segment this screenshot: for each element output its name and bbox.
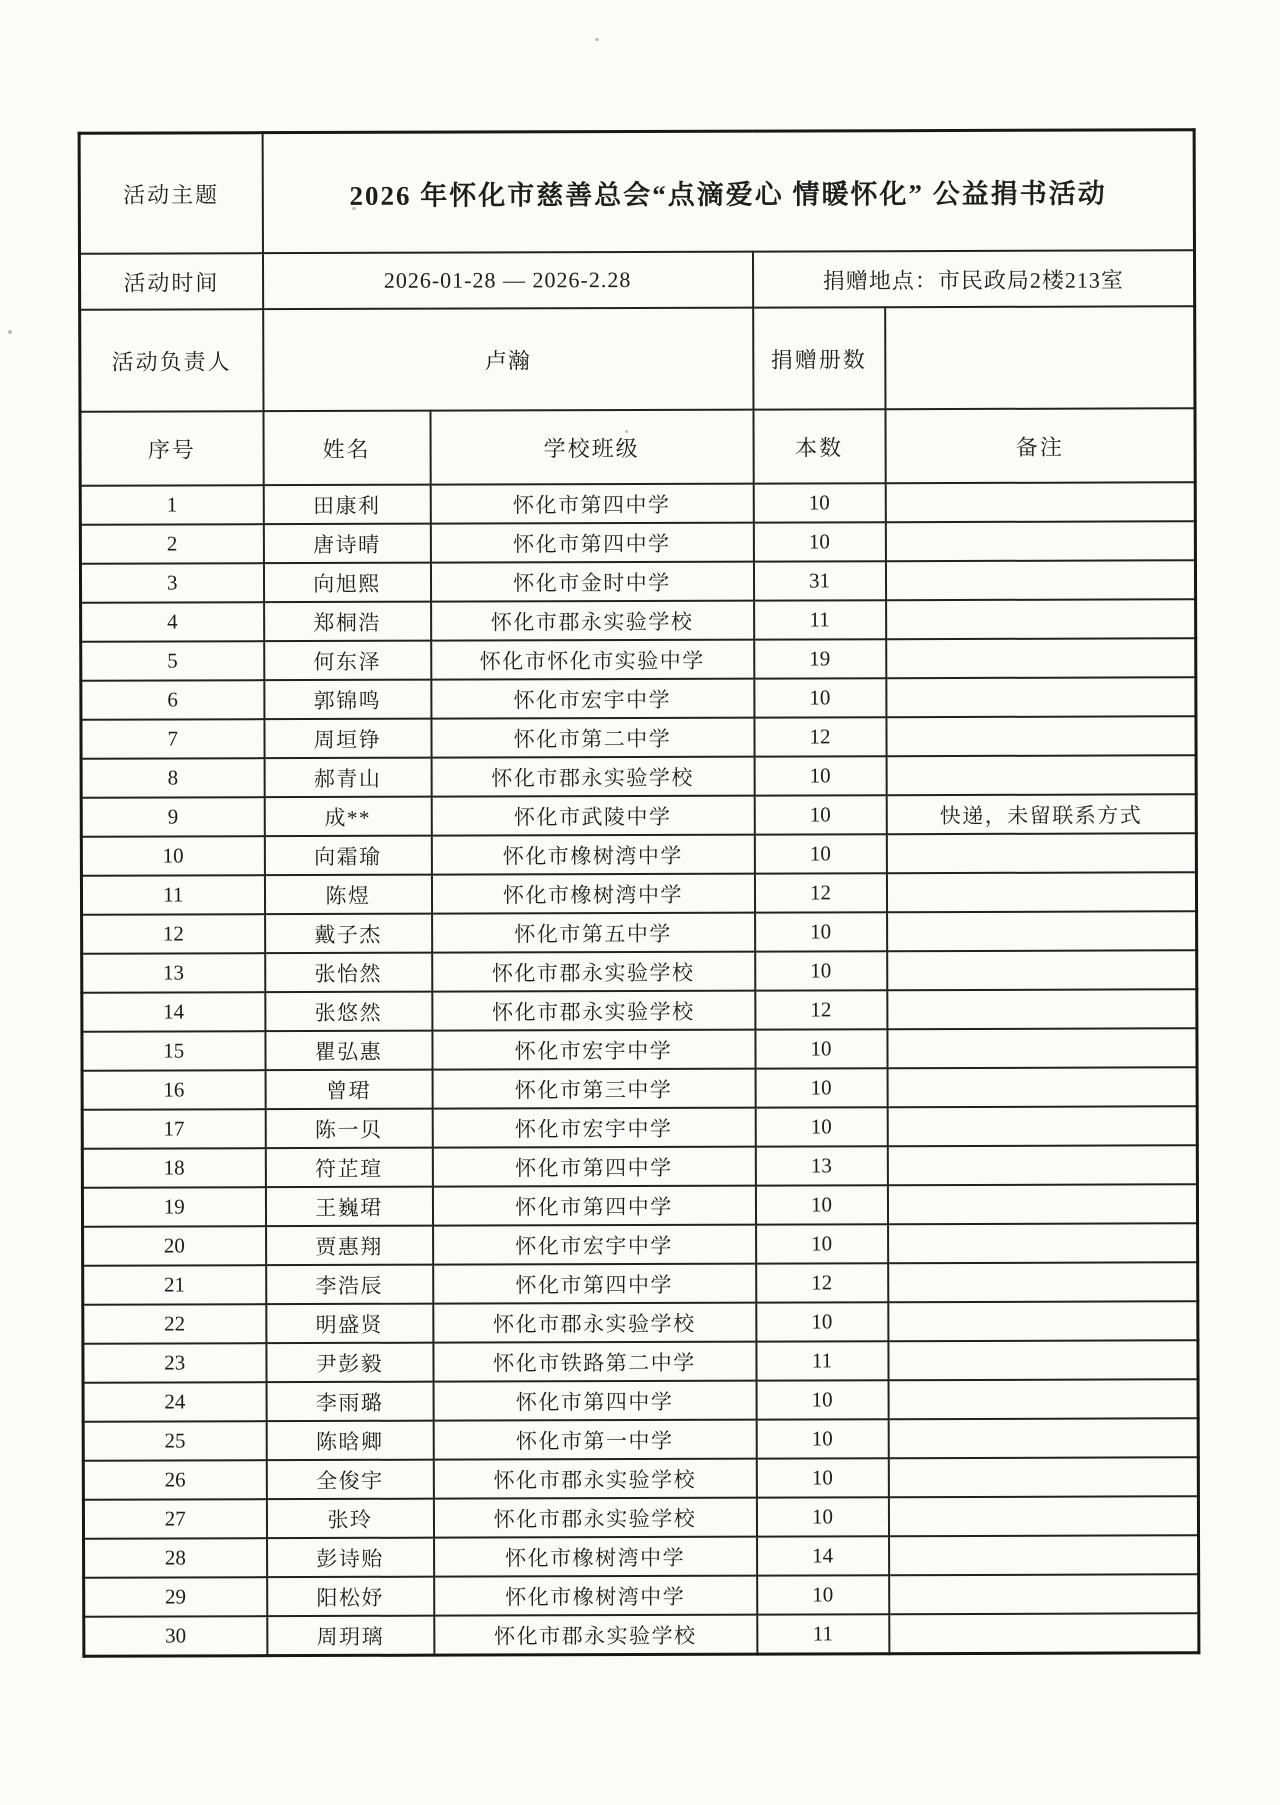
cell-school: 怀化市武陵中学 — [431, 796, 754, 836]
table-row — [84, 1535, 1199, 1578]
cell-name: 彭诗贻 — [267, 1538, 434, 1578]
scan-speck — [595, 38, 599, 41]
cell-school: 怀化市橡树湾中学 — [431, 835, 754, 875]
cell-count: 10 — [756, 1224, 888, 1263]
cell-name: 郑桐浩 — [264, 602, 431, 642]
table-row — [82, 1067, 1197, 1110]
cell-no: 10 — [81, 836, 264, 876]
volumes-label: 捐赠册数 — [753, 307, 885, 409]
cell-no: 13 — [82, 953, 265, 993]
table-row — [82, 1028, 1197, 1071]
cell-school: 怀化市宏宇中学 — [432, 1108, 755, 1148]
cell-no: 18 — [82, 1148, 265, 1188]
cell-remark — [885, 560, 1195, 600]
cell-school: 怀化市第一中学 — [433, 1420, 756, 1460]
table-row — [81, 794, 1196, 837]
header-no: 序号 — [80, 411, 263, 486]
header-school: 学校班级 — [430, 410, 753, 485]
cell-count: 10 — [755, 1068, 887, 1107]
cell-school: 怀化市橡树湾中学 — [431, 874, 754, 914]
table-row — [81, 638, 1196, 681]
cell-count: 31 — [753, 561, 885, 600]
scan-speck — [8, 330, 12, 334]
cell-remark — [887, 1145, 1197, 1185]
table-row — [81, 872, 1196, 915]
leader-row — [80, 306, 1195, 412]
cell-count: 12 — [755, 990, 887, 1029]
cell-name: 曾珺 — [265, 1070, 432, 1110]
cell-school: 怀化市宏宇中学 — [431, 679, 754, 719]
cell-no: 27 — [83, 1499, 266, 1539]
cell-remark — [886, 755, 1196, 795]
cell-school: 怀化市郡永实验学校 — [433, 1303, 756, 1343]
table-row — [82, 1145, 1197, 1188]
table-row — [80, 560, 1195, 603]
time-row — [79, 250, 1194, 310]
cell-school: 怀化市宏宇中学 — [432, 1030, 755, 1070]
cell-no: 20 — [83, 1226, 266, 1266]
cell-count: 10 — [756, 1302, 888, 1341]
cell-name: 李浩辰 — [266, 1265, 433, 1305]
table-row — [83, 1262, 1198, 1305]
header-remark: 备注 — [885, 408, 1195, 483]
cell-no: 16 — [82, 1070, 265, 1110]
cell-remark — [886, 833, 1196, 873]
cell-remark — [888, 1379, 1198, 1419]
cell-count: 10 — [755, 1107, 887, 1146]
cell-no: 21 — [83, 1265, 266, 1305]
table-row — [82, 1184, 1197, 1227]
cell-remark — [886, 716, 1196, 756]
cell-remark — [887, 1106, 1197, 1146]
cell-count: 10 — [755, 1185, 887, 1224]
cell-remark — [885, 521, 1195, 561]
cell-no: 6 — [81, 680, 264, 720]
cell-no: 9 — [81, 797, 264, 837]
cell-name: 陈晗卿 — [266, 1421, 433, 1461]
cell-name: 张悠然 — [265, 992, 432, 1032]
donation-location: 捐赠地点：市民政局2楼213室 — [752, 250, 1194, 307]
cell-name: 全俊宇 — [266, 1460, 433, 1500]
cell-school: 怀化市第四中学 — [433, 1381, 756, 1421]
cell-school: 怀化市第四中学 — [432, 1147, 755, 1187]
cell-name: 向霜瑜 — [264, 836, 431, 876]
header-count: 本数 — [753, 409, 885, 483]
cell-remark — [886, 872, 1196, 912]
cell-no: 25 — [83, 1421, 266, 1461]
cell-no: 1 — [80, 485, 263, 525]
cell-remark — [888, 1262, 1198, 1302]
cell-name: 李雨璐 — [266, 1382, 433, 1422]
cell-count: 12 — [756, 1263, 888, 1302]
cell-school: 怀化市郡永实验学校 — [433, 1498, 756, 1538]
cell-remark — [887, 1184, 1197, 1224]
cell-school: 怀化市第三中学 — [432, 1069, 755, 1109]
time-label: 活动时间 — [79, 253, 262, 310]
cell-no: 17 — [82, 1109, 265, 1149]
cell-count: 10 — [754, 795, 886, 834]
cell-remark — [888, 1418, 1198, 1458]
cell-count: 11 — [756, 1341, 888, 1380]
table-row — [83, 1418, 1198, 1461]
cell-name: 符芷瑄 — [265, 1148, 432, 1188]
cell-school: 怀化市怀化市实验中学 — [431, 640, 754, 680]
cell-count: 10 — [755, 951, 887, 990]
scanned-sheet — [78, 128, 1201, 1658]
cell-school: 怀化市第四中学 — [430, 523, 753, 563]
cell-no: 15 — [82, 1031, 265, 1071]
cell-school: 怀化市郡永实验学校 — [432, 952, 755, 992]
cell-school: 怀化市第四中学 — [432, 1186, 755, 1226]
cell-count: 12 — [754, 717, 886, 756]
cell-remark — [887, 989, 1197, 1029]
table-row — [84, 1574, 1199, 1617]
cell-name: 瞿弘惠 — [265, 1031, 432, 1071]
cell-school: 怀化市第二中学 — [431, 718, 754, 758]
cell-name: 周玥璃 — [267, 1616, 434, 1656]
cell-count: 14 — [757, 1536, 889, 1575]
cell-remark — [887, 911, 1197, 951]
table-row — [81, 677, 1196, 720]
leader-label: 活动负责人 — [80, 309, 263, 412]
cell-name: 郭锦鸣 — [264, 680, 431, 720]
table-row — [83, 1457, 1198, 1500]
cell-school: 怀化市橡树湾中学 — [434, 1537, 757, 1577]
cell-no: 19 — [82, 1187, 265, 1227]
column-header-row — [80, 408, 1195, 486]
cell-no: 14 — [82, 992, 265, 1032]
cell-name: 戴子杰 — [265, 914, 432, 954]
cell-name: 张怡然 — [265, 953, 432, 993]
cell-school: 怀化市郡永实验学校 — [431, 757, 754, 797]
cell-no: 2 — [80, 524, 263, 564]
cell-count: 10 — [756, 1458, 888, 1497]
table-row — [83, 1340, 1198, 1383]
cell-remark — [888, 1496, 1198, 1536]
cell-remark — [886, 638, 1196, 678]
cell-count: 11 — [754, 600, 886, 639]
cell-name: 贾惠翔 — [266, 1226, 433, 1266]
cell-school: 怀化市橡树湾中学 — [434, 1576, 757, 1616]
cell-name: 向旭熙 — [263, 563, 430, 603]
table-row — [82, 950, 1197, 993]
cell-count: 10 — [754, 678, 886, 717]
cell-no: 11 — [81, 875, 264, 915]
cell-name: 郝青山 — [264, 758, 431, 798]
cell-remark — [887, 1067, 1197, 1107]
cell-remark — [886, 599, 1196, 639]
cell-school: 怀化市郡永实验学校 — [434, 1615, 757, 1656]
donation-roster-table — [78, 128, 1201, 1658]
cell-count: 10 — [756, 1380, 888, 1419]
cell-name: 田康利 — [263, 485, 430, 525]
cell-count: 10 — [756, 1497, 888, 1536]
cell-remark — [887, 950, 1197, 990]
cell-school: 怀化市郡永实验学校 — [433, 1459, 756, 1499]
theme-row — [79, 130, 1194, 254]
cell-remark — [889, 1613, 1199, 1653]
table-row — [83, 1301, 1198, 1344]
cell-name: 何东泽 — [264, 641, 431, 681]
cell-name: 成** — [264, 797, 431, 837]
cell-count: 19 — [754, 639, 886, 678]
table-row — [81, 716, 1196, 759]
cell-remark — [888, 1457, 1198, 1497]
cell-remark: 快递，未留联系方式 — [886, 794, 1196, 834]
cell-remark — [889, 1535, 1199, 1575]
cell-no: 24 — [83, 1382, 266, 1422]
cell-count: 10 — [753, 522, 885, 561]
cell-no: 4 — [81, 602, 264, 642]
cell-no: 22 — [83, 1304, 266, 1344]
cell-school: 怀化市第四中学 — [430, 484, 753, 524]
cell-no: 26 — [83, 1460, 266, 1500]
cell-remark — [888, 1301, 1198, 1341]
table-row — [82, 911, 1197, 954]
cell-count: 10 — [755, 1029, 887, 1068]
cell-count: 13 — [755, 1146, 887, 1185]
cell-no: 23 — [83, 1343, 266, 1383]
cell-name: 唐诗晴 — [263, 524, 430, 564]
cell-school: 怀化市金时中学 — [430, 562, 753, 602]
cell-no: 5 — [81, 641, 264, 681]
cell-count: 10 — [754, 756, 886, 795]
cell-no: 28 — [84, 1538, 267, 1578]
cell-name: 明盛贤 — [266, 1304, 433, 1344]
table-row — [83, 1496, 1198, 1539]
cell-count: 12 — [754, 873, 886, 912]
cell-name: 陈煜 — [264, 875, 431, 915]
cell-name: 王巍珺 — [265, 1187, 432, 1227]
leader-value: 卢瀚 — [263, 308, 753, 412]
cell-count: 11 — [757, 1614, 889, 1654]
table-row — [80, 482, 1195, 525]
table-row — [83, 1379, 1198, 1422]
cell-no: 8 — [81, 758, 264, 798]
cell-count: 10 — [754, 834, 886, 873]
cell-school: 怀化市第五中学 — [432, 913, 755, 953]
cell-remark — [888, 1223, 1198, 1263]
activity-time-value: 2026-01-28 — 2026-2.28 — [262, 252, 752, 310]
cell-school: 怀化市铁路第二中学 — [433, 1342, 756, 1382]
cell-count: 10 — [755, 912, 887, 951]
cell-name: 张玲 — [266, 1499, 433, 1539]
cell-no: 29 — [84, 1577, 267, 1617]
activity-title: 2026 年怀化市慈善总会“点滴爱心 情暖怀化” 公益捐书活动 — [262, 130, 1194, 253]
table-row — [82, 989, 1197, 1032]
cell-no: 3 — [80, 563, 263, 603]
volumes-value — [885, 306, 1195, 409]
header-name: 姓名 — [263, 411, 430, 486]
cell-no: 7 — [81, 719, 264, 759]
cell-school: 怀化市郡永实验学校 — [432, 991, 755, 1031]
cell-remark — [888, 1340, 1198, 1380]
table-row — [81, 833, 1196, 876]
table-row — [82, 1106, 1197, 1149]
cell-name: 周垣铮 — [264, 719, 431, 759]
table-row — [81, 755, 1196, 798]
table-row — [83, 1223, 1198, 1266]
table-row — [84, 1613, 1199, 1656]
cell-no: 30 — [84, 1616, 267, 1656]
cell-school: 怀化市郡永实验学校 — [431, 601, 754, 641]
cell-count: 10 — [756, 1419, 888, 1458]
cell-count: 10 — [753, 483, 885, 522]
cell-name: 陈一贝 — [265, 1109, 432, 1149]
table-row — [80, 521, 1195, 564]
cell-name: 阳松妤 — [267, 1577, 434, 1617]
cell-remark — [886, 677, 1196, 717]
cell-school: 怀化市第四中学 — [433, 1264, 756, 1304]
cell-no: 12 — [82, 914, 265, 954]
theme-label: 活动主题 — [79, 133, 262, 254]
cell-name: 尹彭毅 — [266, 1343, 433, 1383]
cell-school: 怀化市宏宇中学 — [433, 1225, 756, 1265]
cell-remark — [885, 482, 1195, 522]
cell-count: 10 — [757, 1575, 889, 1614]
cell-remark — [889, 1574, 1199, 1614]
table-row — [81, 599, 1196, 642]
cell-remark — [887, 1028, 1197, 1068]
